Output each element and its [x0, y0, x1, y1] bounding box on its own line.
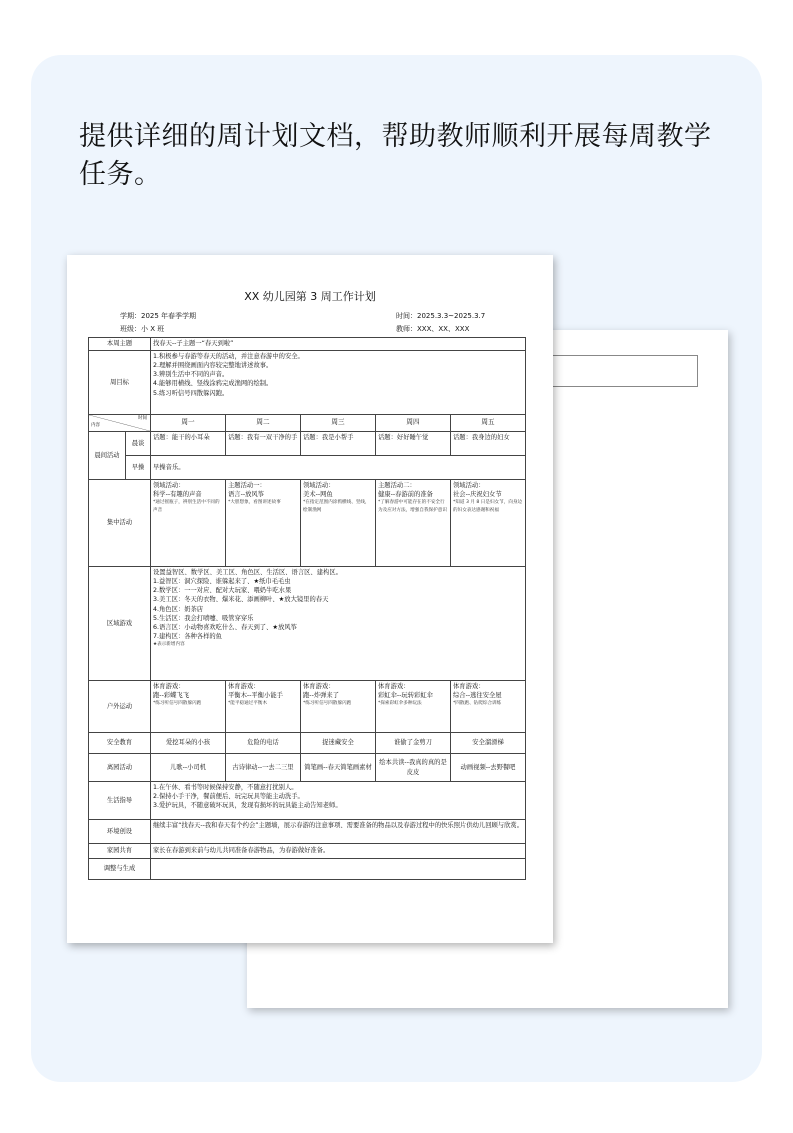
life-item: 1.在午休、看书等时候保持安静，不随意打扰别人。: [153, 784, 298, 791]
day-header: 周一: [151, 415, 226, 432]
home-row: [89, 844, 526, 859]
outdoor-note: *能平稳通过平衡木: [228, 701, 268, 707]
area-item: 2.数学区：一一对应、配对大玩家、喂奶牛吃水果: [153, 587, 292, 595]
adjust-value: [151, 859, 526, 880]
theme-row: [89, 338, 526, 351]
leave-cell: 古诗律动--一去二三里: [226, 754, 301, 782]
theme-label: 本周主题: [89, 338, 151, 351]
adjust-label: 调整与生成: [89, 859, 151, 880]
exercise-label: 早操: [126, 456, 151, 480]
outdoor-type: 体育游戏：: [453, 683, 485, 690]
morning-talk-row: [89, 432, 526, 456]
class-text: 班级：小 X 班: [120, 325, 165, 333]
leave-cell: 动画视频--去野餐吧: [451, 754, 526, 782]
headline: 提供详细的周计划文档，帮助教师顺利开展每周教学任务。: [79, 121, 712, 190]
safety-cell: 安全溜滑梯: [451, 733, 526, 754]
activity-type: 领域活动：: [153, 482, 185, 489]
time-text: 时间：2025.3.3~2025.3.7: [396, 312, 486, 320]
term-text: 学期：2025 年春季学期: [120, 312, 197, 320]
outdoor-type: 体育游戏：: [303, 683, 335, 690]
group-cell: [151, 480, 226, 567]
area-item: 7.建构区：各种各样的鱼: [153, 632, 222, 640]
outdoor-label: 户外运动: [89, 681, 151, 733]
area-item: 3.美工区：冬天的衣物、爆米花、添画柳叶、★放大镜里的春天: [153, 596, 329, 604]
leave-cell: 绘本共读--我真的真的是皮皮: [376, 754, 451, 782]
leave-label: 离园活动: [89, 754, 151, 782]
goal-item: 5.练习听信号四散躲闪跑。: [153, 389, 229, 397]
environment-value: 继续丰富“找春天--我和春天有个约会”主题墙，展示春游的注意事项、需要准备的物品以及春游过程中的快乐照片供幼儿回顾与欣赏。: [151, 820, 526, 844]
area-label: 区域游戏: [89, 567, 151, 681]
goal-list: [151, 351, 526, 415]
adjust-row: [89, 859, 526, 880]
talk-cell: 话题：好好睡午觉: [376, 432, 451, 456]
area-item: 1.益智区：洞穴探险、谁躲起来了、★纸巾毛毛虫: [153, 578, 291, 586]
group-cell: [451, 480, 526, 567]
corner-header: [89, 415, 151, 432]
activity-note: *通过摇瓶子，辨别生活中不同的声音: [153, 500, 220, 513]
outdoor-type: 体育游戏：: [378, 683, 410, 690]
goal-item: 3.辨别生活中不同的声音。: [153, 371, 229, 379]
activity-note: *大胆想象，看图讲述故事: [228, 500, 281, 506]
leave-row: [89, 754, 526, 782]
weekly-plan-document: [67, 255, 553, 943]
home-value: 家长在春游到来前与幼儿共同准备春游物品，为春游做好准备。: [151, 844, 526, 859]
talk-label: 晨谈: [126, 432, 151, 456]
outdoor-note: *探索彩虹伞多种玩法: [378, 701, 422, 707]
safety-cell: 爱挖耳朵的小孩: [151, 733, 226, 754]
safety-row: [89, 733, 526, 754]
activity-type: 主题活动一：: [228, 482, 266, 489]
exercise-value: 早操音乐。: [151, 456, 526, 480]
goal-item: 1.积极参与春游等春天的活动，并注意春游中的安全。: [153, 353, 304, 360]
activity-type: 主题活动二：: [378, 482, 416, 489]
group-label: 集中活动: [89, 480, 151, 567]
group-cell: [376, 480, 451, 567]
group-cell: [301, 480, 376, 567]
activity-note: *在指定范围内涂鸦横线、竖线，绘制渔网: [303, 500, 370, 513]
day-header: 周五: [451, 415, 526, 432]
outdoor-name: 跑--炸弹来了: [303, 692, 340, 700]
outdoor-cell: [151, 681, 226, 733]
area-item: 6.语言区：小动物喜欢吃什么、春天到了、★放风筝: [153, 623, 297, 631]
life-label: 生活指导: [89, 782, 151, 820]
activity-type: 领域活动：: [303, 482, 335, 489]
activity-name: 社会--庆祝妇女节: [453, 491, 502, 499]
outdoor-row: [89, 681, 526, 733]
outdoor-type: 体育游戏：: [153, 683, 185, 690]
safety-cell: 谁偷了金剪刀: [376, 733, 451, 754]
corner-content-label: 内容: [91, 423, 100, 429]
outdoor-cell: [451, 681, 526, 733]
leave-cell: 简笔画--春天简笔画素材: [301, 754, 376, 782]
life-item: 2.保持小手干净，餐前便后、玩完玩具等能主动洗手。: [153, 793, 304, 801]
activity-name: 科学--有趣的声音: [153, 491, 202, 499]
corner-time-label: 时间: [138, 416, 147, 421]
group-cell: [226, 480, 301, 567]
life-list: [151, 782, 526, 820]
day-header: 周二: [226, 415, 301, 432]
environment-row: [89, 820, 526, 844]
exercise-row: [89, 456, 526, 480]
document-title: XX 幼儿园第 3 周工作计划: [244, 290, 376, 303]
outdoor-name: 彩虹伞--玩转彩虹伞: [378, 692, 433, 700]
talk-cell: 话题：能干的小耳朵: [151, 432, 226, 456]
theme-value: 找春天--子主题一“春天到啦”: [151, 338, 526, 351]
weekly-plan-table: [88, 337, 526, 880]
area-legend-note: ★表示新增内容: [153, 642, 185, 647]
goal-item: 2.理解并围绕画面内容较完整地讲述故事。: [153, 362, 273, 370]
activity-type: 领域活动：: [453, 482, 485, 489]
teacher-text: 教师：XXX、XX、XXX: [396, 325, 470, 333]
area-list: [151, 567, 526, 681]
area-item: 设置益智区、数学区、美工区、角色区、生活区、语言区、建构区。: [153, 569, 342, 576]
day-header: 周四: [376, 415, 451, 432]
outdoor-note: *练习听信号四散躲闪跑: [303, 701, 352, 707]
safety-cell: 危险的电话: [226, 733, 301, 754]
outdoor-name: 跑--彩蝶飞飞: [153, 692, 190, 700]
area-item: 4.角色区：奶茶店: [153, 605, 204, 613]
morning-label: 晨间活动: [89, 432, 126, 480]
talk-cell: 话题：我身边的妇女: [451, 432, 526, 456]
home-label: 家园共育: [89, 844, 151, 859]
safety-cell: 捉迷藏安全: [301, 733, 376, 754]
area-item: 5.生活区：我会打喷嚏、吸管穿穿乐: [153, 614, 254, 622]
outdoor-type: 体育游戏：: [228, 683, 260, 690]
outdoor-name: 综合--逃往安全屋: [453, 692, 502, 700]
activity-name: 语言--放风筝: [228, 491, 265, 499]
activity-name: 美术--网鱼: [303, 491, 333, 499]
talk-cell: 话题：我有一双干净的手: [226, 432, 301, 456]
outdoor-cell: [301, 681, 376, 733]
environment-label: 环境创设: [89, 820, 151, 844]
activity-note: *了解春游中可能存在的不安全行为及应对方法，增强自我保护意识: [378, 500, 447, 513]
group-activity-row: [89, 480, 526, 567]
outdoor-note: *四散跑、钻爬综合训练: [453, 701, 502, 707]
day-header: 周三: [301, 415, 376, 432]
day-header-row: [89, 415, 526, 432]
leave-cell: 儿歌--小司机: [151, 754, 226, 782]
outdoor-cell: [226, 681, 301, 733]
outdoor-name: 平衡木--平衡小能手: [228, 692, 283, 700]
outdoor-cell: [376, 681, 451, 733]
safety-label: 安全教育: [89, 733, 151, 754]
back-page-table-fragment: [547, 355, 698, 387]
life-item: 3.爱护玩具，不随意破坏玩具，发现有损坏的玩具能主动告知老师。: [153, 802, 342, 810]
goal-item: 4.能够用横线、竖线涂鸦完成渔网的绘制。: [153, 380, 273, 388]
goal-row: [89, 351, 526, 415]
life-row: [89, 782, 526, 820]
outdoor-note: *练习听信号四散躲闪跑: [153, 701, 202, 707]
area-game-row: [89, 567, 526, 681]
activity-note: *知道 3 月 8 日是妇女节，向身边的妇女表达感谢和祝福: [453, 500, 523, 513]
activity-name: 健康--春游前的准备: [378, 491, 433, 499]
goal-label: 周目标: [89, 351, 151, 415]
talk-cell: 话题：我是小帮手: [301, 432, 376, 456]
